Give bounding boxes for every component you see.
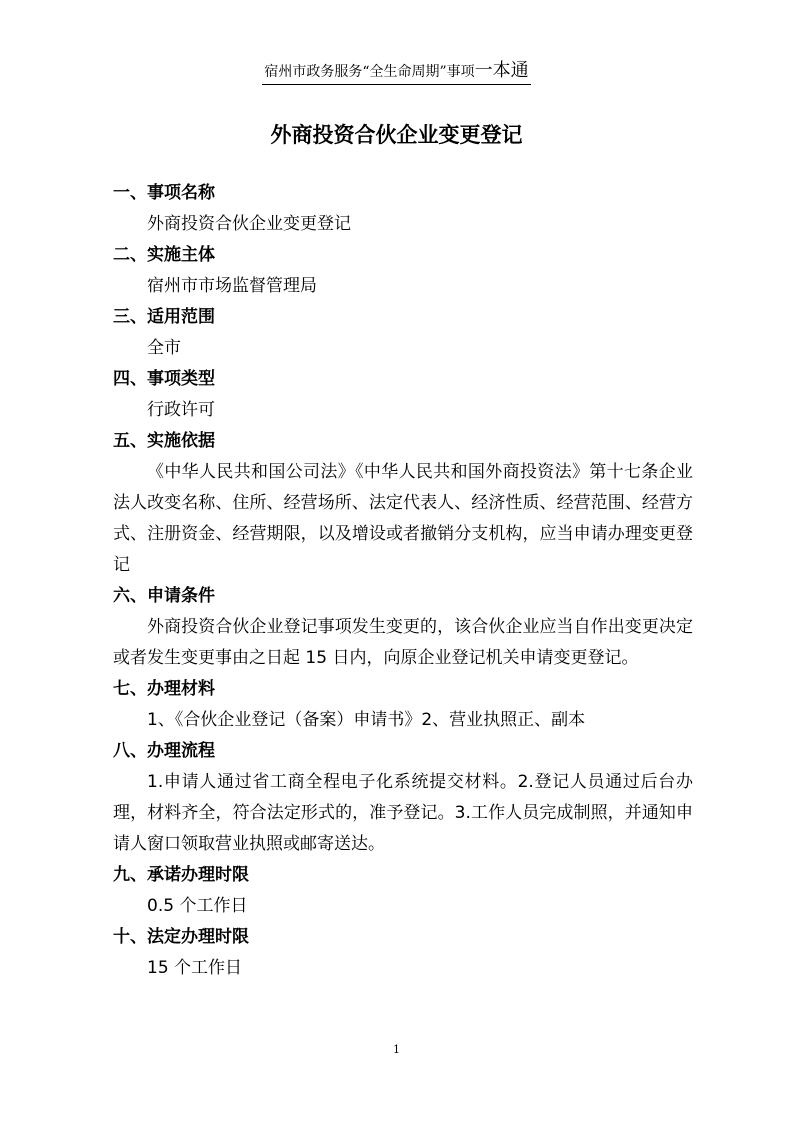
section-body: 1、《合伙企业登记（备案）申请书》2、营业执照正、副本 bbox=[147, 710, 586, 730]
section-materials bbox=[113, 674, 693, 736]
section-implementing-body bbox=[113, 240, 693, 302]
section-promised-time bbox=[113, 860, 693, 922]
section-process bbox=[113, 736, 693, 860]
section-body: 行政许可 bbox=[147, 400, 215, 420]
section-body: 外商投资合伙企业变更登记 bbox=[147, 214, 351, 234]
section-item-name bbox=[113, 178, 693, 240]
section-body: 1.申请人通过省工商全程电子化系统提交材料。2.登记人员通过后台办理，材料齐全，符合法定形式的，准予登记。3.工作人员完成制照，并通知申请人窗口领取营业执照或邮寄送达。 bbox=[113, 772, 693, 854]
page-number: 1 bbox=[393, 1043, 400, 1056]
page-header bbox=[0, 60, 793, 85]
document-title: 外商投资合伙企业变更登记 bbox=[270, 123, 523, 147]
section-heading: 七、办理材料 bbox=[113, 679, 215, 699]
header-text: 宿州市政务服务“全生命周期”事项一本通 bbox=[262, 60, 530, 85]
section-heading: 五、实施依据 bbox=[113, 431, 215, 451]
section-legal-basis bbox=[113, 426, 693, 581]
section-heading: 一、事项名称 bbox=[113, 183, 215, 203]
section-scope bbox=[113, 302, 693, 364]
section-body: 宿州市市场监督管理局 bbox=[147, 276, 317, 296]
section-heading: 六、申请条件 bbox=[113, 586, 215, 606]
section-heading: 八、办理流程 bbox=[113, 741, 215, 761]
header-suffix: 一本通 bbox=[474, 60, 529, 81]
section-body: 0.5 个工作日 bbox=[147, 896, 248, 916]
section-conditions bbox=[113, 581, 693, 674]
section-body: 外商投资合伙企业登记事项发生变更的，该合伙企业应当自作出变更决定或者发生变更事由之日起 15 日内，向原企业登记机关申请变更登记。 bbox=[113, 617, 693, 668]
section-item-type bbox=[113, 364, 693, 426]
section-heading: 九、承诺办理时限 bbox=[113, 865, 249, 885]
section-legal-time bbox=[113, 922, 693, 984]
section-heading: 十、法定办理时限 bbox=[113, 927, 249, 947]
section-heading: 四、事项类型 bbox=[113, 369, 215, 389]
section-body: 全市 bbox=[147, 338, 181, 358]
section-heading: 二、实施主体 bbox=[113, 245, 215, 265]
document-body bbox=[113, 178, 693, 984]
section-heading: 三、适用范围 bbox=[113, 307, 215, 327]
section-body: 15 个工作日 bbox=[147, 958, 243, 978]
section-body: 《中华人民共和国公司法》《中华人民共和国外商投资法》第十七条企业法人改变名称、住所、经营场所、法定代表人、经济性质、经营范围、经营方式、注册资金、经营期限，以及增设或者撤销分支机构，应当申请办理变更登记 bbox=[113, 462, 693, 575]
